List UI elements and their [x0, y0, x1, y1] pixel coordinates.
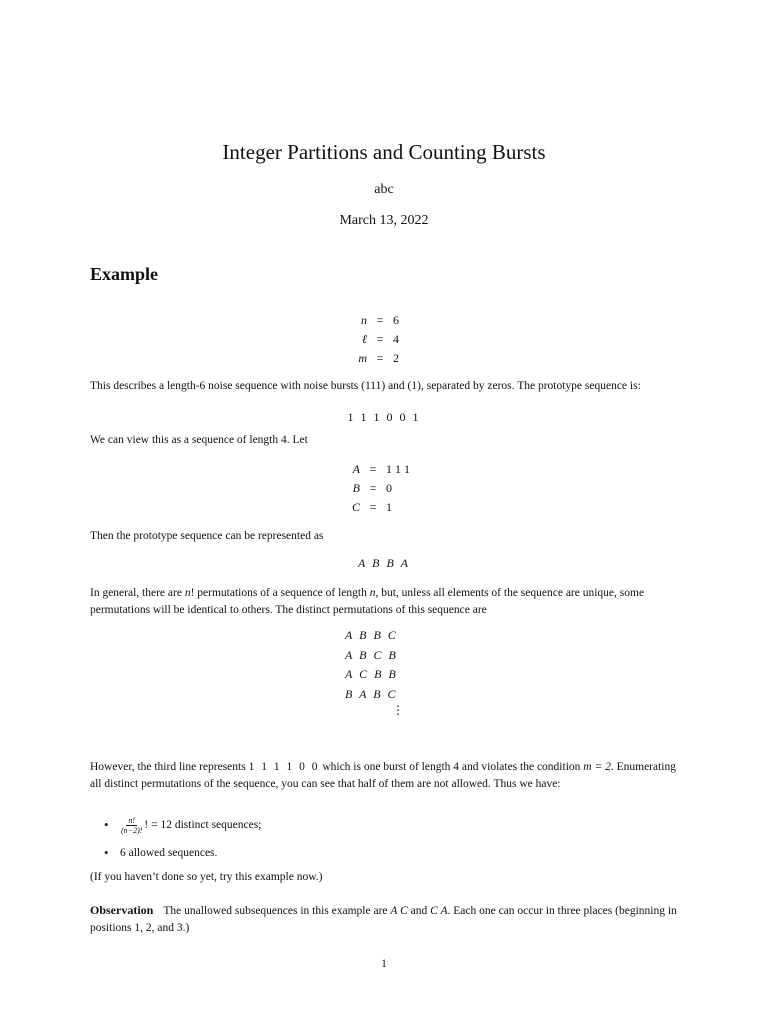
definition-op: =	[369, 500, 377, 514]
permutation-item: A B C B	[345, 647, 398, 662]
paragraph-burst-description: This describes a length-6 noise sequence with noise bursts (111) and (1), separated by zeros. The prototype sequence is:	[90, 380, 641, 392]
equation-rhs: 4	[393, 332, 399, 346]
equation-row	[333, 330, 453, 349]
definition-lhs: C	[351, 500, 360, 514]
paper-date: March 13, 2022	[339, 213, 429, 228]
list-item-text: 6 allowed sequences.	[120, 847, 218, 859]
paragraph-represented-as: Then the prototype sequence can be represented as	[90, 530, 324, 542]
vertical-ellipsis: ⋮	[392, 703, 404, 717]
paragraph-view-sequence: We can view this as a sequence of length 4. Let	[90, 434, 308, 446]
definition-row	[326, 460, 446, 479]
permutation-item: B A B C	[345, 686, 398, 701]
list-item	[104, 811, 261, 839]
paper-author: abc	[374, 182, 394, 197]
list-item	[104, 839, 261, 867]
math-condition: m = 2	[583, 761, 611, 773]
definition-rhs: 0	[386, 481, 392, 495]
equation-lhs: m	[358, 351, 367, 365]
equation-row	[333, 349, 453, 368]
permutation-item: A B B C	[345, 628, 398, 642]
text-fragment: In general, there are	[90, 587, 185, 599]
definition-op: =	[369, 481, 377, 495]
list-item-text: ! = 12 distinct sequences;	[144, 819, 262, 831]
definition-row	[326, 479, 446, 498]
equation-row	[333, 311, 453, 330]
parameter-equations	[333, 311, 453, 368]
definition-lhs: A	[352, 462, 360, 476]
paragraph-try-example: (If you haven’t done so yet, try this example now.)	[90, 871, 323, 883]
math-subsequence: C A	[430, 905, 448, 917]
permutation-item: A C B B	[345, 667, 398, 681]
paragraph-observation	[90, 902, 680, 937]
equation-rhs: 2	[393, 351, 399, 365]
symbol-definitions	[326, 460, 446, 517]
definition-row	[326, 498, 446, 517]
text-fragment: which is one burst of length 4 and violates the condition	[319, 761, 584, 773]
math-variable: n	[369, 587, 376, 599]
equation-lhs: n	[361, 313, 367, 327]
math-sequence: 1 1 1 1 0 0	[248, 761, 320, 773]
prototype-sequence: 1 1 1 0 0 1	[347, 410, 421, 424]
text-fragment: ! permutations of a sequence of length	[190, 587, 370, 599]
page-number: 1	[381, 958, 387, 970]
bullet-icon: •	[104, 845, 109, 860]
fraction-denominator: (n−2)!	[121, 825, 143, 835]
text-fragment: , but, unless all elements of the sequence are unique, some permutations will be identical to others. The distinct permutations of this sequence are	[90, 587, 645, 616]
math-subsequence: A C	[390, 905, 408, 917]
bullet-icon: •	[104, 817, 109, 832]
equation-lhs: ℓ	[362, 332, 367, 346]
text-fragment: However, the third line represents	[90, 761, 249, 773]
represented-sequence: A B B A	[358, 556, 410, 570]
definition-rhs: 1 1 1	[386, 462, 410, 476]
text-fragment: The unallowed subsequences in this example are	[163, 905, 391, 917]
equation-op: =	[376, 332, 384, 346]
text-fragment: . Enumerating all distinct permutations of the sequence, you can see that half of them are not allowed. Thus we have:	[90, 761, 677, 790]
paragraph-violation	[90, 759, 680, 793]
definition-op: =	[369, 462, 377, 476]
paragraph-permutations	[90, 585, 680, 619]
text-fragment: . Each one can occur in three places (beginning in positions 1, 2, and 3.)	[90, 905, 677, 934]
definition-lhs: B	[352, 481, 360, 495]
section-heading-example: Example	[90, 264, 159, 284]
equation-op: =	[376, 313, 384, 327]
fraction	[120, 816, 143, 835]
equation-rhs: 6	[393, 313, 399, 327]
text-fragment: and	[407, 905, 431, 917]
result-bullet-list	[104, 811, 261, 867]
definition-rhs: 1	[386, 500, 392, 514]
paper-title: Integer Partitions and Counting Bursts	[222, 140, 546, 164]
math-variable: n	[184, 587, 191, 599]
observation-heading: Observation	[90, 903, 154, 917]
equation-op: =	[376, 351, 384, 365]
permutation-list	[345, 628, 398, 706]
fraction-numerator: n!	[128, 815, 136, 825]
